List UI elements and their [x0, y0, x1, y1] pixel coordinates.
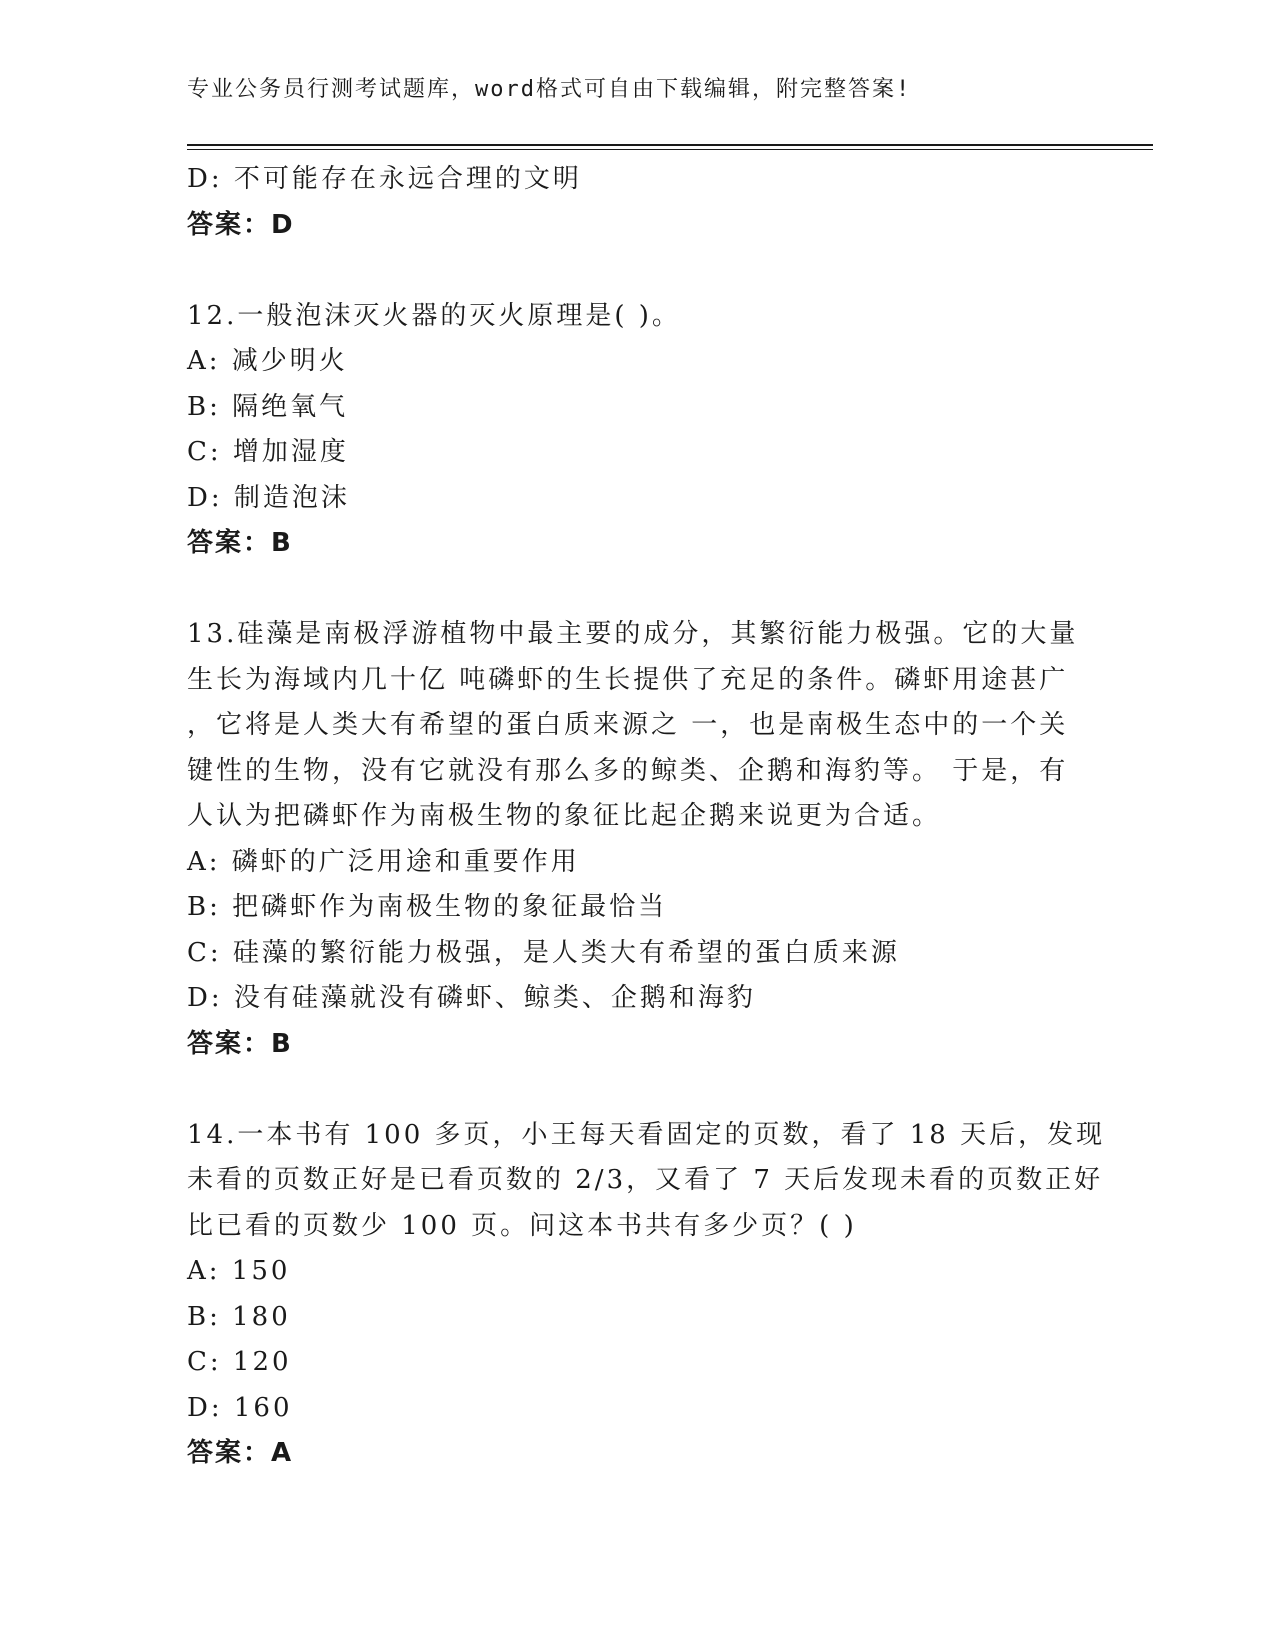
spacer [187, 248, 1087, 294]
spacer [187, 567, 1087, 613]
q14-option-d: D: 160 [187, 1392, 293, 1423]
q13-question-line: 键性的生物，没有它就没有那么多的鲸类、企鹅和海豹等。 于是，有 [187, 755, 1069, 786]
q14-option-a: A: 150 [187, 1256, 291, 1286]
q14-question-line: 未看的页数正好是已看页数的 2/3，又看了 7 天后发现未看的页数正好 [187, 1165, 1104, 1195]
q12-option-a: A: 减少明火 [187, 346, 348, 376]
q11-answer: 答案：D [187, 209, 295, 240]
q13-question-line: ，它将是人类大有希望的蛋白质来源之 一，也是南极生态中的一个关 [187, 710, 1069, 740]
q13-question-line: 人认为把磷虾作为南极生物的象征比起企鹅来说更为合适。 [187, 801, 942, 831]
page-header: 专业公务员行测考试题库，word格式可自由下载编辑，附完整答案! [187, 77, 912, 102]
q13-question-line: 生长为海域内几十亿 吨磷虾的生长提供了充足的条件。磷虾用途甚广 [187, 664, 1069, 695]
q13-option-c: C: 硅藻的繁衍能力极强，是人类大有希望的蛋白质来源 [187, 937, 900, 968]
q14-question-line: 14.一本书有 100 多页，小王每天看固定的页数，看了 18 天后，发现 [187, 1119, 1106, 1150]
q12-answer: 答案：B [187, 528, 293, 558]
q14-question-line: 比已看的页数少 100 页。问这本书共有多少页？( ) [187, 1210, 857, 1241]
q14-option-c: C: 120 [187, 1347, 292, 1377]
q13-answer: 答案：B [187, 1028, 293, 1059]
header-divider [187, 144, 1153, 150]
q13-option-b: B: 把磷虾作为南极生物的象征最恰当 [187, 892, 668, 922]
q12-option-c: C: 增加湿度 [187, 437, 349, 467]
q14-answer: 答案：A [187, 1438, 294, 1468]
q12-option-b: B: 隔绝氧气 [187, 391, 349, 422]
q12-question: 12.一般泡沫灭火器的灭火原理是( )。 [187, 300, 681, 331]
q13-question-line: 13.硅藻是南极浮游植物中最主要的成分，其繁衍能力极强。它的大量 [187, 619, 1079, 649]
q13-option-a: A: 磷虾的广泛用途和重要作用 [187, 846, 580, 877]
q14-option-b: B: 180 [187, 1301, 291, 1332]
q12-option-d: D: 制造泡沫 [187, 482, 350, 513]
document-body [187, 157, 1106, 1477]
q13-option-d: D: 没有硅藻就没有磷虾、鲸类、企鹅和海豹 [187, 983, 756, 1013]
q11-option-d: D: 不可能存在永远合理的文明 [187, 164, 582, 194]
spacer [187, 1067, 1087, 1113]
